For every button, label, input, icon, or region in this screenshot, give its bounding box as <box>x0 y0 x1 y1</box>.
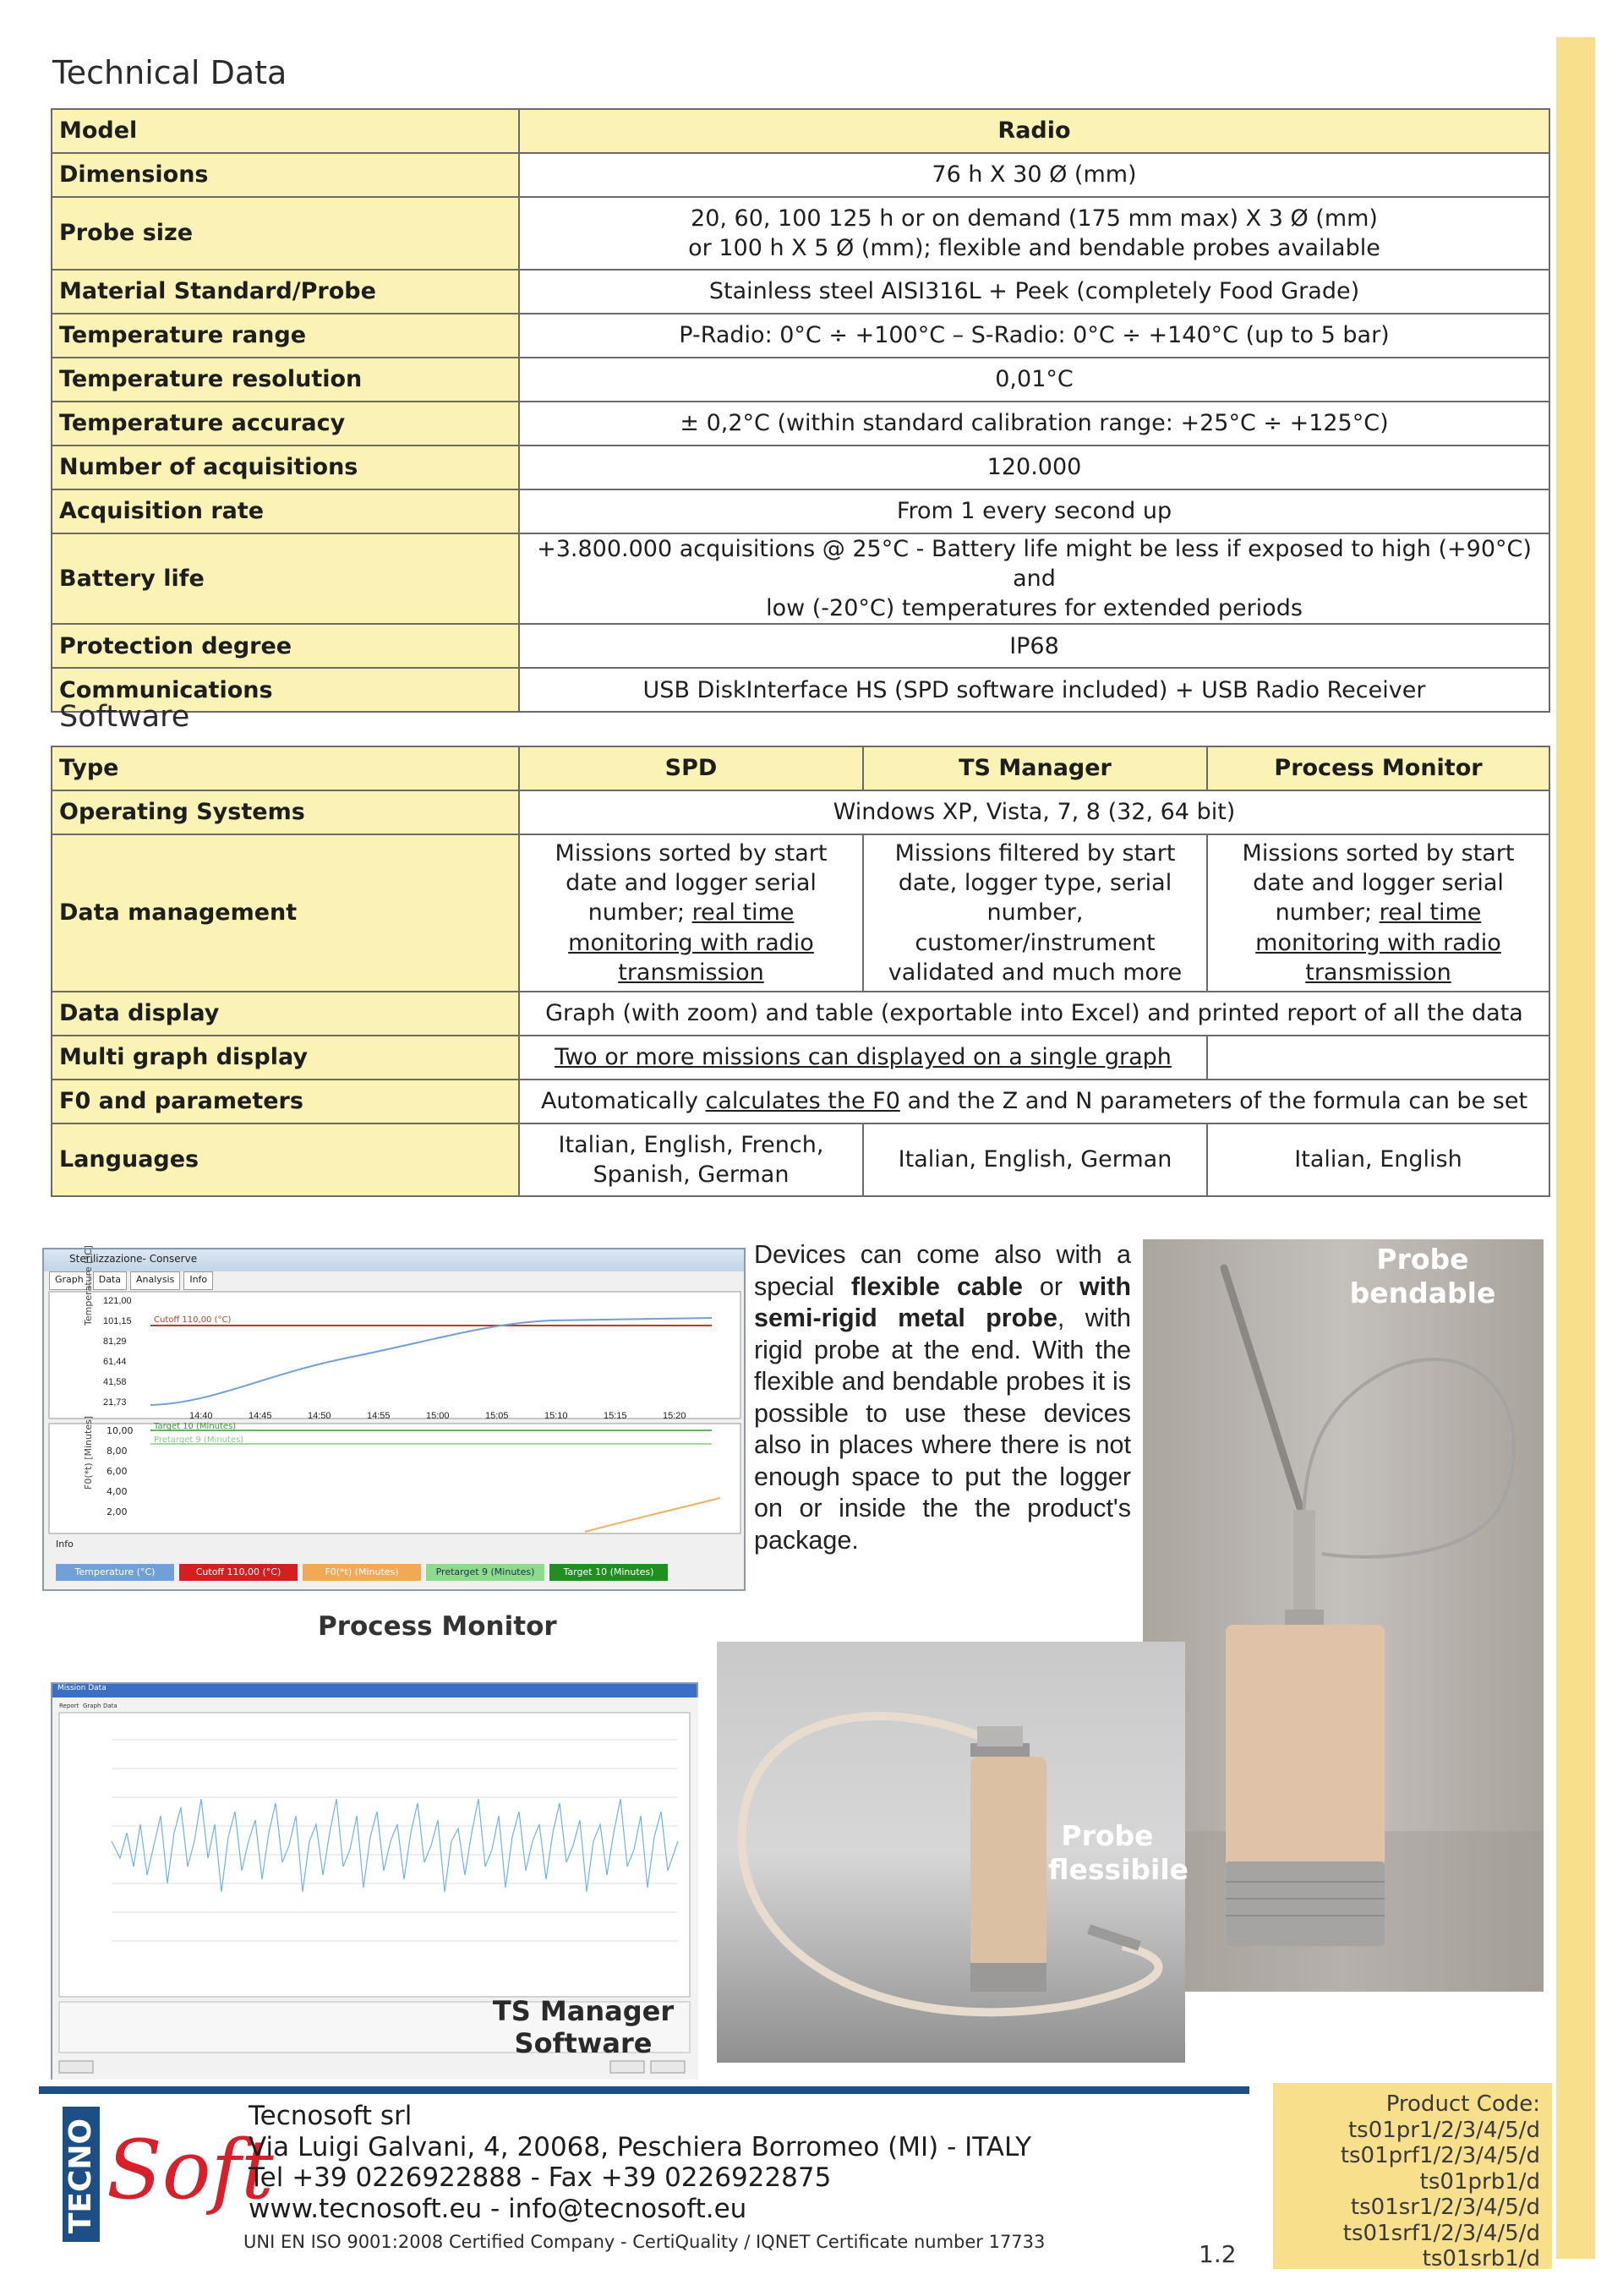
tick-label: 6,00 <box>107 1466 128 1477</box>
table-row <box>52 109 1549 153</box>
table-row <box>52 834 1549 992</box>
table-row <box>52 668 1549 712</box>
tick-label: 10,00 <box>107 1425 134 1436</box>
product-code: ts01sr1/2/3/4/5/d <box>1350 2195 1540 2220</box>
table-row <box>52 197 1549 270</box>
graph-legend <box>56 1564 668 1581</box>
product-codes-title: Product Code: <box>1385 2091 1540 2117</box>
row-value: 120.000 <box>519 446 1549 489</box>
table-row <box>52 746 1549 790</box>
tick-label: 21,73 <box>103 1397 127 1408</box>
text: , with rigid probe at the end. With the flexible and bendable probes it is possible to use these devices also in places where there is not enough space to put the logger on or inside the the product's package. <box>754 1304 1131 1555</box>
tick-label: 41,58 <box>103 1377 127 1387</box>
value-line: 20, 60, 100 125 h or on demand (175 mm max) X 3 Ø (mm) <box>691 205 1378 232</box>
probe-flexible-caption <box>1048 1819 1189 1887</box>
table-row <box>52 1123 1549 1196</box>
tab-graph: Graph <box>49 1271 90 1290</box>
tick-label: 2,00 <box>107 1506 128 1517</box>
row-label: Dimensions <box>52 153 519 197</box>
row-value: USB DiskInterface HS (SPD software included) + USB Radio Receiver <box>519 668 1549 712</box>
cutoff-label: Cutoff 110,00 (°C) <box>154 1315 232 1325</box>
logo-soft: Soft <box>107 2123 274 2217</box>
tab-graph: Graph <box>83 1703 101 1709</box>
table-row <box>52 790 1549 834</box>
value-line: +3.800.000 acquisitions @ 25°C - Battery life might be less if exposed to high (+90°C) and <box>537 536 1532 593</box>
row-label: Data display <box>52 992 519 1036</box>
row-label: Data management <box>52 834 519 992</box>
probe-bendable-caption: Probe bendable <box>1349 1243 1496 1309</box>
caption-line: flessibile <box>1048 1853 1189 1886</box>
column-header-process-monitor: Process Monitor <box>1207 746 1549 790</box>
row-label: Model <box>52 109 519 153</box>
tsm-data-management: Missions filtered by start date, logger type, serial number, customer/instrument validated and much more <box>863 834 1207 992</box>
row-label: F0 and parameters <box>52 1080 519 1123</box>
technical-data-heading: Technical Data <box>52 54 287 91</box>
axis-label: F0(*t) [Minutes] <box>83 1415 94 1490</box>
axis-label: Temperature [°C] <box>83 1245 94 1326</box>
certification-text: UNI EN ISO 9001:2008 Certified Company - CertiQuality / IQNET Certificate number 17733 <box>243 2232 1046 2252</box>
table-row <box>52 270 1549 314</box>
tsm-languages: Italian, English, German <box>863 1123 1207 1196</box>
tecnosoft-logo <box>63 2107 274 2242</box>
tick-label: 15:10 <box>544 1411 568 1421</box>
table-row <box>52 446 1549 489</box>
row-value <box>519 1080 1549 1123</box>
row-value: Windows XP, Vista, 7, 8 (32, 64 bit) <box>519 790 1549 834</box>
row-value: Radio <box>519 109 1549 153</box>
table-row <box>52 624 1549 668</box>
table-row <box>52 1036 1549 1080</box>
page-number: 1.2 <box>1199 2240 1237 2268</box>
tabs <box>59 1703 117 1709</box>
legend-temperature: Temperature (°C) <box>56 1564 174 1581</box>
company-address: Via Luigi Galvani, 4, 20068, Peschiera Borromeo (MI) - ITALY <box>249 2131 1032 2162</box>
row-value: Two or more missions can displayed on a single graph <box>519 1036 1207 1080</box>
tab-analysis: Analysis <box>130 1271 180 1290</box>
column-header-spd: SPD <box>519 746 863 790</box>
legend-cutoff: Cutoff 110,00 (°C) <box>179 1564 298 1581</box>
row-label: Acquisition rate <box>52 489 519 533</box>
window-title: Sterilizzazione- Conserve <box>44 1249 744 1271</box>
pm-data-management <box>1207 834 1549 992</box>
company-name: Tecnosoft srl <box>249 2101 413 2131</box>
window-tabs <box>44 1271 744 1290</box>
tab-data: Data <box>103 1703 117 1709</box>
table-row <box>52 489 1549 533</box>
product-code: ts01prb1/d <box>1419 2168 1540 2195</box>
row-label: Number of acquisitions <box>52 446 519 489</box>
value-line: or 100 h X 5 Ø (mm); flexible and bendable probes available <box>688 235 1380 261</box>
row-value: ± 0,2°C (within standard calibration range: +25°C ÷ +125°C) <box>519 402 1549 446</box>
company-info <box>249 2101 1031 2224</box>
tab-data: Data <box>93 1271 127 1290</box>
table-row <box>52 153 1549 197</box>
tick-label: 14:55 <box>367 1411 391 1421</box>
text: Devices can come also with a special <box>754 1240 1131 1301</box>
tick-label: 15:15 <box>604 1411 627 1421</box>
value-line: low (-20°C) temperatures for extended periods <box>766 595 1303 622</box>
product-code: ts01srb1/d <box>1422 2246 1540 2271</box>
row-value: From 1 every second up <box>519 489 1549 533</box>
text: or <box>1022 1271 1079 1301</box>
company-web: www.tecnosoft.eu - info@tecnosoft.eu <box>249 2193 747 2224</box>
table-row <box>52 402 1549 446</box>
probe-flexible-photo <box>717 1642 1189 2063</box>
bold-text: with semi-rigid metal probe <box>754 1271 1131 1332</box>
bold-text: flexible cable <box>850 1271 1023 1301</box>
row-label: Temperature accuracy <box>52 402 519 446</box>
product-code: ts01prf1/2/3/4/5/d <box>1340 2143 1540 2168</box>
row-label: Material Standard/Probe <box>52 270 519 314</box>
row-label: Temperature range <box>52 314 519 358</box>
caption-line: Software <box>514 2027 653 2059</box>
ts-manager-caption <box>473 1995 693 2059</box>
empty-cell <box>1207 1036 1549 1080</box>
cell-text-underlined: real time monitoring with radio transmission <box>1255 899 1501 986</box>
side-accent-bar <box>1556 37 1595 2259</box>
row-value: IP68 <box>519 624 1549 668</box>
row-value: Stainless steel AISI316L + Peek (completely Food Grade) <box>519 270 1549 314</box>
row-label: Probe size <box>52 197 519 270</box>
info-label: Info <box>56 1539 74 1550</box>
legend-target: Target 10 (Minutes) <box>549 1564 668 1581</box>
tick-label: 15:05 <box>485 1411 509 1421</box>
process-monitor-screenshot <box>42 1245 746 1591</box>
cell-text: and the Z and N parameters of the formula can be set <box>899 1088 1528 1115</box>
tab-report: Report <box>59 1703 79 1709</box>
tick-label: 4,00 <box>107 1486 128 1497</box>
cell-text: Missions sorted by start date and logger serial number; <box>1242 840 1515 927</box>
column-header-ts-manager: TS Manager <box>863 746 1207 790</box>
tick-label: 14:40 <box>189 1411 213 1421</box>
product-code: ts01pr1/2/3/4/5/d <box>1347 2117 1540 2143</box>
logo-tecno: TECNO <box>63 2118 98 2234</box>
spd-languages: Italian, English, French, Spanish, German <box>519 1123 863 1196</box>
row-label: Type <box>52 746 519 790</box>
row-label: Battery life <box>52 533 519 624</box>
footer-divider <box>39 2086 1249 2094</box>
cell-text: Automatically <box>540 1088 706 1115</box>
tick-label: 121,00 <box>103 1296 132 1306</box>
row-value <box>519 197 1549 270</box>
devices-description <box>754 1239 1131 1556</box>
table-row <box>52 358 1549 402</box>
row-value: 0,01°C <box>519 358 1549 402</box>
process-monitor-caption: Process Monitor <box>318 1611 557 1642</box>
probe-bendable-photo <box>1143 1239 1544 1992</box>
table-row <box>52 314 1549 358</box>
window-title: Mission Data <box>52 1684 697 1697</box>
tick-label: 8,00 <box>107 1446 128 1457</box>
product-codes-box <box>1273 2083 1552 2269</box>
legend-f0: F0(*t) (Minutes) <box>303 1564 421 1581</box>
tick-label: 14:45 <box>249 1411 272 1421</box>
table-row <box>52 992 1549 1036</box>
target-label: Target 10 (Minutes) <box>154 1422 237 1431</box>
tick-label: 81,29 <box>103 1337 127 1347</box>
row-label: Operating Systems <box>52 790 519 834</box>
row-value: Graph (with zoom) and table (exportable into Excel) and printed report of all the data <box>519 992 1549 1036</box>
tick-label: 15:00 <box>426 1411 450 1421</box>
table-row <box>52 1080 1549 1123</box>
technical-data-table <box>51 108 1550 713</box>
legend-pretarget: Pretarget 9 (Minutes) <box>426 1564 544 1581</box>
tab-info: Info <box>183 1271 213 1290</box>
product-code: ts01srf1/2/3/4/5/d <box>1342 2220 1540 2246</box>
tick-label: 101,15 <box>103 1316 132 1326</box>
spd-data-management <box>519 834 863 992</box>
row-label: Protection degree <box>52 624 519 668</box>
tick-label: 61,44 <box>103 1357 127 1367</box>
cell-text-underlined: calculates the F0 <box>705 1088 900 1115</box>
row-label: Temperature resolution <box>52 358 519 402</box>
company-phone: Tel +39 0226922888 - Fax +39 0226922875 <box>249 2162 832 2193</box>
pretarget-label: Pretarget 9 (Minutes) <box>154 1435 244 1445</box>
row-label: Multi graph display <box>52 1036 519 1080</box>
cell-text-underlined: real time monitoring with radio transmission <box>568 899 814 986</box>
software-table <box>51 746 1550 1197</box>
caption-line: Probe <box>1061 1819 1154 1852</box>
tick-label: 15:20 <box>663 1411 686 1421</box>
table-row <box>52 533 1549 624</box>
caption-line: TS Manager <box>492 1995 675 2027</box>
cell-text: Missions sorted by start date and logger serial number; <box>555 840 828 927</box>
probe-bendable-illustration <box>1143 1239 1544 1992</box>
row-value: P-Radio: 0°C ÷ +100°C – S-Radio: 0°C ÷ +140°C (up to 5 bar) <box>519 314 1549 358</box>
pm-languages: Italian, English <box>1207 1123 1549 1196</box>
row-value <box>519 533 1549 624</box>
software-heading: Software <box>59 700 190 734</box>
row-label: Languages <box>52 1123 519 1196</box>
row-label: Communications <box>52 668 519 712</box>
row-value: 76 h X 30 Ø (mm) <box>519 153 1549 197</box>
tick-label: 14:50 <box>308 1411 331 1421</box>
